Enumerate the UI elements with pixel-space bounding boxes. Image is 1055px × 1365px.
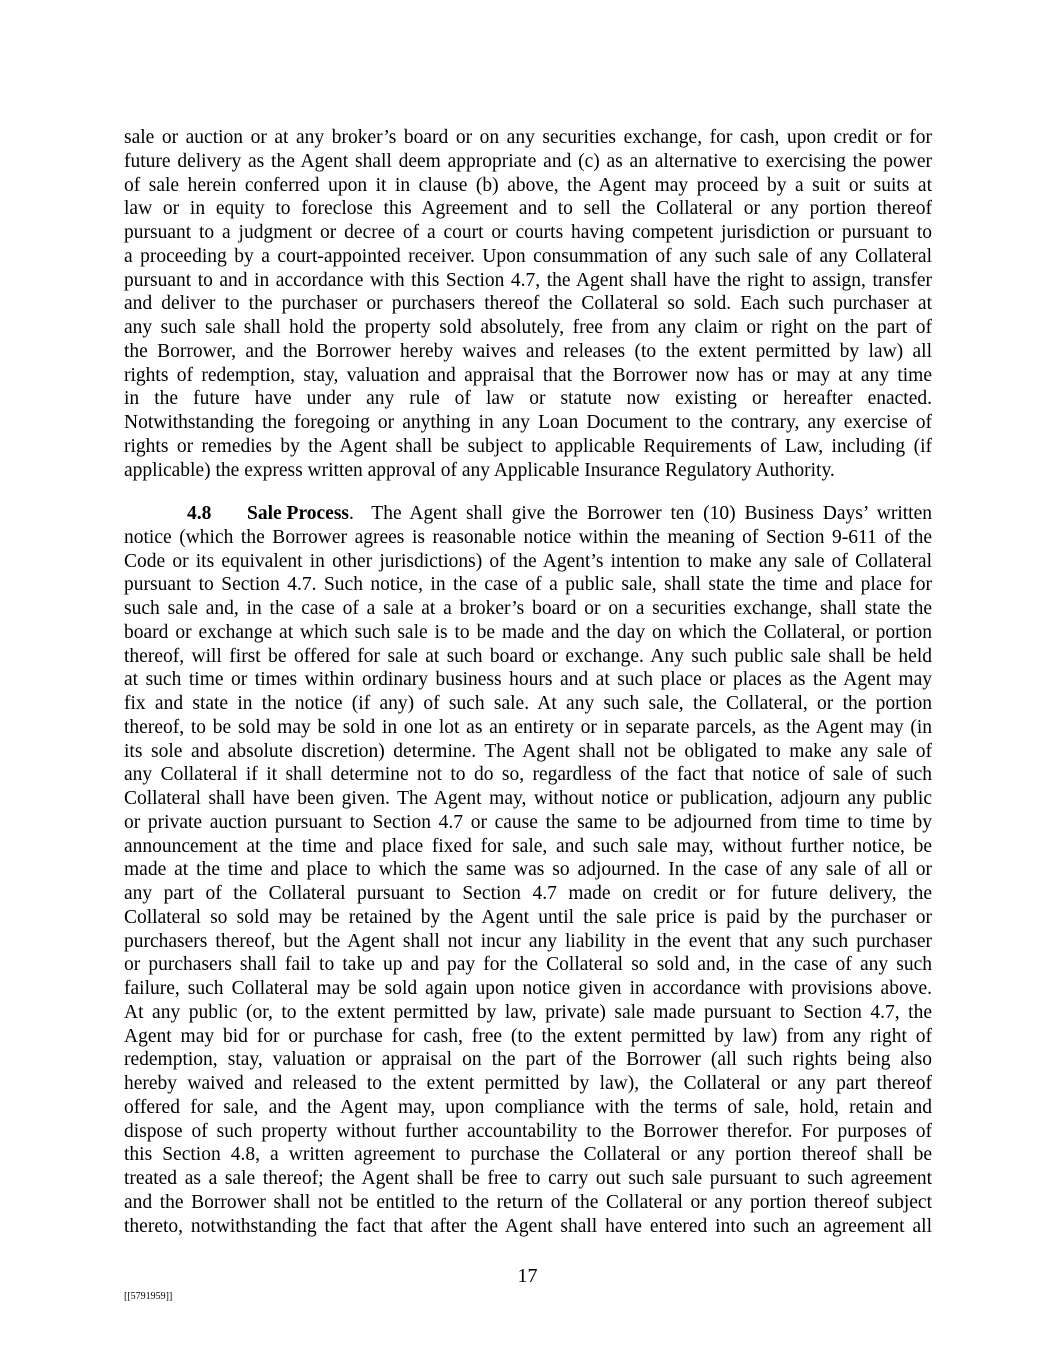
section-heading-line	[124, 502, 932, 526]
text-line: fix and state in the notice (if any) of such sale. At any such sale, the Collateral, or the portion	[124, 693, 932, 714]
text-line: . The Agent shall give the Borrower ten (10) Business Days’ written	[349, 503, 932, 524]
text-line: hereby waived and released to the extent permitted by law), the Collateral or any part thereof	[124, 1073, 932, 1094]
text-line: pursuant to Section 4.7. Such notice, in the case of a public sale, shall state the time and place for	[124, 574, 932, 596]
text-line: offered for sale, and the Agent may, upon compliance with the terms of sale, hold, retain and	[124, 1096, 932, 1118]
text-line: announcement at the time and place fixed for sale, and such sale may, without further notice, be	[124, 835, 932, 857]
text-line: a proceeding by a court-appointed receiver. Upon consummation of any such sale of any Collateral	[124, 245, 932, 267]
text-line: pursuant to and in accordance with this Section 4.7, the Agent shall have the right to assign, transfer	[124, 269, 932, 291]
text-line: Collateral shall have been given. The Agent may, without notice or publication, adjourn any public	[124, 788, 932, 809]
text-line: notice (which the Borrower agrees is reasonable notice within the meaning of Section 9-611 of the	[124, 526, 932, 548]
text-line: board or exchange at which such sale is to be made and the day on which the Collateral, or portion	[124, 621, 932, 643]
text-line: thereto, notwithstanding the fact that after the Agent shall have entered into such an agreement all	[124, 1215, 932, 1237]
text-line: of sale herein conferred upon it in clause (b) above, the Agent may proceed by a suit or suits at	[124, 174, 932, 196]
text-line: Agent may bid for or purchase for cash, free (to the extent permitted by law) from any right of	[124, 1025, 932, 1047]
text-line: applicable) the express written approval of any Applicable Insurance Regulatory Authority.	[124, 459, 835, 481]
text-line: purchasers thereof, but the Agent shall not incur any liability in the event that any such purchaser	[124, 930, 932, 952]
text-line: such sale and, in the case of a sale at a broker’s board or on a securities exchange, shall state the	[124, 598, 932, 619]
text-line: the Borrower, and the Borrower hereby waives and releases (to the extent permitted by law) all	[124, 340, 932, 362]
text-line: thereof, will first be offered for sale at such board or exchange. Any such public sale shall be held	[124, 645, 932, 667]
text-line: redemption, stay, valuation or appraisal on the part of the Borrower (all such rights being also	[124, 1049, 932, 1071]
text-line: Code or its equivalent in other jurisdictions) of the Agent’s intention to make any sale of Collateral	[124, 550, 932, 572]
text-line: rights or remedies by the Agent shall be subject to applicable Requirements of Law, including (if	[124, 435, 932, 457]
text-line: sale or auction or at any broker’s board or on any securities exchange, for cash, upon credit or for	[124, 127, 932, 148]
text-line: any Collateral if it shall determine not to do so, regardless of the fact that notice of sale of such	[124, 764, 932, 786]
section-number: 4.8	[187, 503, 212, 524]
page-number: 17	[517, 1265, 538, 1287]
text-line: any such sale shall hold the property sold absolutely, free from any claim or right on the part of	[124, 317, 932, 338]
text-line: dispose of such property without further accountability to the Borrower therefor. For purposes of	[124, 1120, 932, 1142]
text-line: in the future have under any rule of law or statute now existing or hereafter enacted.	[124, 388, 932, 410]
text-line: its sole and absolute discretion) determine. The Agent shall not be obligated to make any sale of	[124, 740, 932, 762]
section-4-8-sale-process	[124, 502, 932, 1238]
text-line: treated as a sale thereof; the Agent shall be free to carry out such sale pursuant to such agreement	[124, 1168, 932, 1189]
text-line: law or in equity to foreclose this Agreement and to sell the Collateral or any portion thereof	[124, 198, 932, 220]
section-title: Sale Process	[247, 503, 349, 524]
text-line: At any public (or, to the extent permitted by law, private) sale made pursuant to Section 4.7, the	[124, 1001, 932, 1023]
paragraph-remedies	[124, 126, 932, 482]
text-line: rights of redemption, stay, valuation and appraisal that the Borrower now has or may at any time	[124, 364, 932, 386]
text-line: future delivery as the Agent shall deem appropriate and (c) as an alternative to exercising the power	[124, 150, 932, 172]
text-line: failure, such Collateral may be sold again upon notice given in accordance with provisions above.	[124, 978, 932, 999]
text-line: any part of the Collateral pursuant to Section 4.7 made on credit or for future delivery, the	[124, 883, 932, 904]
text-line: and the Borrower shall not be entitled to the return of the Collateral or any portion thereof subject	[124, 1191, 932, 1213]
text-line: and deliver to the purchaser or purchasers thereof the Collateral so sold. Each such purchaser at	[124, 293, 932, 315]
text-line: at such time or times within ordinary business hours and at such place or places as the Agent may	[124, 669, 932, 691]
text-line: or purchasers shall fail to take up and pay for the Collateral so sold and, in the case of any such	[124, 954, 932, 976]
text-line: Notwithstanding the foregoing or anything in any Loan Document to the contrary, any exercise of	[124, 412, 932, 433]
text-line: pursuant to a judgment or decree of a court or courts having competent jurisdiction or pursuant to	[124, 222, 932, 243]
text-line: this Section 4.8, a written agreement to purchase the Collateral or any portion thereof shall be	[124, 1144, 932, 1166]
text-line: Collateral so sold may be retained by the Agent until the sale price is paid by the purchaser or	[124, 906, 932, 928]
text-line: thereof, to be sold may be sold in one lot as an entirety or in separate parcels, as the Agent may (in	[124, 716, 932, 738]
document-id: [[5791959]]	[124, 1291, 173, 1302]
text-line: made at the time and place to which the same was so adjourned. In the case of any sale of all or	[124, 859, 932, 881]
text-line: or private auction pursuant to Section 4.7 or cause the same to be adjourned from time to time by	[124, 811, 932, 833]
